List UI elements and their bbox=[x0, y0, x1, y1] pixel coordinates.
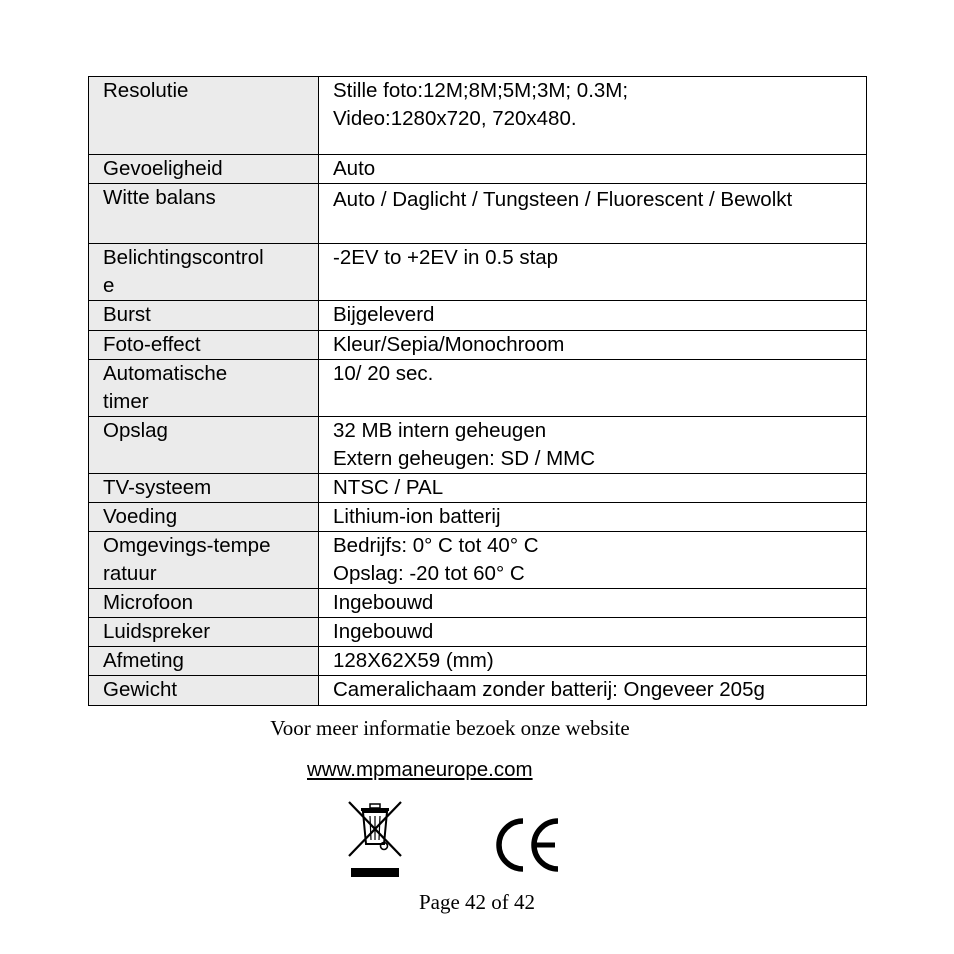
spec-value-opslag: 32 MB intern geheugen Extern geheugen: SD / MMC bbox=[319, 417, 867, 474]
spec-value-foto-effect: Kleur/Sepia/Monochroom bbox=[319, 331, 867, 360]
table-row bbox=[89, 532, 867, 589]
table-row bbox=[89, 301, 867, 331]
spec-label-voeding: Voeding bbox=[89, 503, 319, 532]
crossed-out-wheelie-bin-icon bbox=[346, 800, 404, 880]
spec-value-resolutie: Stille foto:12M;8M;5M;3M; 0.3M; Video:1280x720, 720x480. bbox=[319, 77, 867, 155]
website-link[interactable]: www.mpmaneurope.com bbox=[307, 758, 533, 781]
spec-label-luidspreker: Luidspreker bbox=[89, 618, 319, 647]
table-row bbox=[89, 676, 867, 706]
spec-label-automatische-timer: Automatische timer bbox=[89, 360, 319, 417]
spec-value-voeding: Lithium-ion batterij bbox=[319, 503, 867, 532]
table-row bbox=[89, 417, 867, 474]
table-row bbox=[89, 589, 867, 618]
spec-value-automatische-timer: 10/ 20 sec. bbox=[319, 360, 867, 417]
table-row bbox=[89, 647, 867, 676]
table-row bbox=[89, 474, 867, 503]
spec-label-microfoon: Microfoon bbox=[89, 589, 319, 618]
table-row bbox=[89, 618, 867, 647]
spec-value-gewicht: Cameralichaam zonder batterij: Ongeveer 205g bbox=[319, 676, 867, 706]
spec-value-afmeting: 128X62X59 (mm) bbox=[319, 647, 867, 676]
table-row bbox=[89, 184, 867, 244]
ce-mark-icon bbox=[492, 815, 562, 875]
spec-label-burst: Burst bbox=[89, 301, 319, 331]
spec-value-gevoeligheid: Auto bbox=[319, 155, 867, 184]
spec-label-omgevings-temperatuur: Omgevings-tempe ratuur bbox=[89, 532, 319, 589]
spec-label-witte-balans: Witte balans bbox=[89, 184, 319, 244]
table-row bbox=[89, 503, 867, 532]
spec-label-foto-effect: Foto-effect bbox=[89, 331, 319, 360]
spec-label-gevoeligheid: Gevoeligheid bbox=[89, 155, 319, 184]
spec-label-tv-systeem: TV-systeem bbox=[89, 474, 319, 503]
spec-label-resolutie: Resolutie bbox=[89, 77, 319, 155]
specifications-table bbox=[88, 76, 867, 706]
table-row bbox=[89, 360, 867, 417]
table-row bbox=[89, 155, 867, 184]
table-row bbox=[89, 77, 867, 155]
page-number: Page 42 of 42 bbox=[418, 890, 536, 914]
spec-value-microfoon: Ingebouwd bbox=[319, 589, 867, 618]
spec-value-belichtingscontrole: -2EV to +2EV in 0.5 stap bbox=[319, 244, 867, 301]
spec-label-gewicht: Gewicht bbox=[89, 676, 319, 706]
spec-value-burst: Bijgeleverd bbox=[319, 301, 867, 331]
spec-value-omgevings-temperatuur: Bedrijfs: 0° C tot 40° C Opslag: -20 tot 60° C bbox=[319, 532, 867, 589]
spec-value-tv-systeem: NTSC / PAL bbox=[319, 474, 867, 503]
table-row bbox=[89, 244, 867, 301]
table-row bbox=[89, 331, 867, 360]
spec-value-luidspreker: Ingebouwd bbox=[319, 618, 867, 647]
spec-label-opslag: Opslag bbox=[89, 417, 319, 474]
spec-label-belichtingscontrole: Belichtingscontrol e bbox=[89, 244, 319, 301]
spec-value-witte-balans: Auto / Daglicht / Tungsteen / Fluorescent / Bewolkt bbox=[319, 184, 867, 244]
website-info-text: Voor meer informatie bezoek onze website bbox=[270, 716, 630, 740]
spec-label-afmeting: Afmeting bbox=[89, 647, 319, 676]
